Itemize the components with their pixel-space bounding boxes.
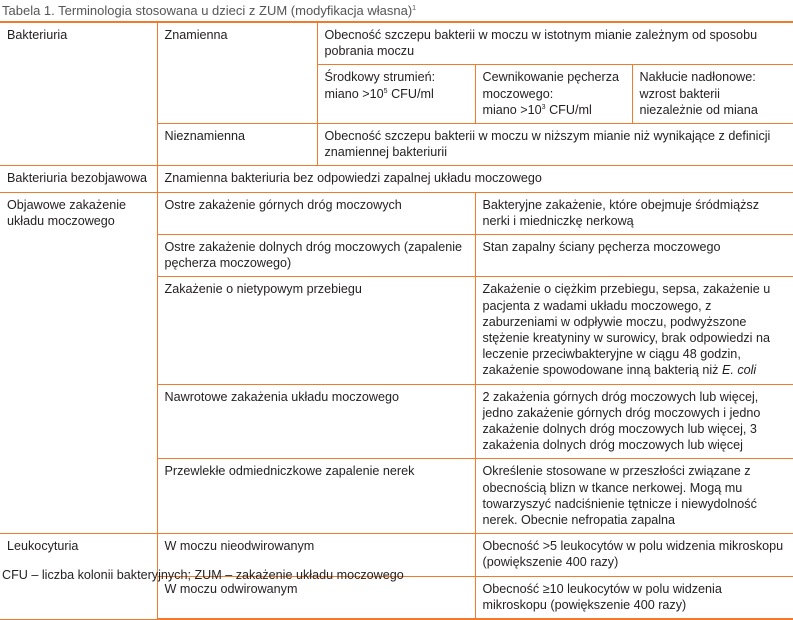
subtype-atypical: Zakażenie o nietypowym przebiegu xyxy=(157,277,475,384)
organism-name: E. coli xyxy=(721,363,757,378)
definition-chronic: Określenie stosowane w przeszłości związane z obecnością blizn w tkance nerkowej. Mogą mu towarzyszyć nadciśnienie tętnicze i niewydolność nerek. Obecnie nefropatia zapalna xyxy=(475,459,793,534)
table-footnote: CFU – liczba kolonii bakteryjnych; ZUM – zakażenie układu moczowego xyxy=(2,568,404,582)
definition-centrifuged: Obecność ≥10 leukocytów w polu widzenia mikroskopu (powiększenie 400 razy) xyxy=(475,576,793,619)
method-suprapubic: Nakłucie nadłonowe: wzrost bakterii niezależnie od miana xyxy=(632,65,793,124)
table-row xyxy=(0,22,793,65)
caption-reference: 1 xyxy=(412,5,417,12)
method-catheter: Cewnikowanie pęcherza moczowego: miano $>10^3$ CFU/ml xyxy=(475,65,632,124)
subtype-significant: Znamienna xyxy=(157,22,317,124)
table-caption: Tabela 1. Terminologia stosowana u dzieci z ZUM (modyfikacja własna)$^1$ xyxy=(2,3,417,18)
subtype-uncentrifuged: W moczu nieodwirowanym xyxy=(157,534,475,576)
subtype-centrifuged: W moczu odwirowanym xyxy=(157,576,475,619)
terminology-table xyxy=(0,21,793,620)
subtype-lower: Ostre zakażenie dolnych dróg moczowych (zapalenie pęcherza moczowego) xyxy=(157,235,475,277)
definition-significant: Obecność szczepu bakterii w moczu w istotnym mianie zależnym od sposobu pobrania moczu xyxy=(317,22,793,65)
definition-uncentrifuged: Obecność >5 leukocytów w polu widzenia mikroskopu (powiększenie 400 razy) xyxy=(475,534,793,576)
term-symptomatic: Objawowe zakażenie układu moczowego xyxy=(0,192,157,534)
definition-recurrent: 2 zakażenia górnych dróg moczowych lub więcej, jedno zakażenie górnych dróg moczowych i jedno zakażenie dolnych dróg moczowych lub więcej, 3 zakażenia dolnych dróg moczowych lub więcej xyxy=(475,384,793,459)
definition-lower: Stan zapalny ściany pęcherza moczowego xyxy=(475,235,793,277)
subtype-upper: Ostre zakażenie górnych dróg moczowych xyxy=(157,192,475,234)
definition-asymptomatic: Znamienna bakteriuria bez odpowiedzi zapalnej układu moczowego xyxy=(157,166,793,192)
subtype-insignificant: Nieznamienna xyxy=(157,124,317,166)
subtype-recurrent: Nawrotowe zakażenia układu moczowego xyxy=(157,384,475,459)
term-bakteriuria: Bakteriuria xyxy=(0,22,157,166)
term-leukocyturia: Leukocyturia xyxy=(0,534,157,619)
definition-atypical: Zakażenie o ciężkim przebiegu, sepsa, zakażenie u pacjenta z wadami układu moczowego, z zaburzeniami w odpływie moczu, podwyższone stężenie kreatyniny w surowicy, brak odpowiedzi na leczenie przeciwbakteryjne w ciągu 48 godzin, zakażenie spowodowane inną bakterią niż E. coli xyxy=(475,277,793,384)
table-row xyxy=(0,192,793,234)
definition-upper: Bakteryjne zakażenie, które obejmuje śródmiąższ nerki i miedniczkę nerkową xyxy=(475,192,793,234)
term-asymptomatic: Bakteriuria bezobjawowa xyxy=(0,166,157,192)
method-midstream: Środkowy strumień: miano $>10^5$ CFU/ml xyxy=(317,65,475,124)
definition-insignificant: Obecność szczepu bakterii w moczu w niższym mianie niż wynikające z definicji znamiennej bakteriurii xyxy=(317,124,793,166)
table-row xyxy=(0,166,793,192)
subtype-chronic: Przewlekłe odmiedniczkowe zapalenie nerek xyxy=(157,459,475,534)
